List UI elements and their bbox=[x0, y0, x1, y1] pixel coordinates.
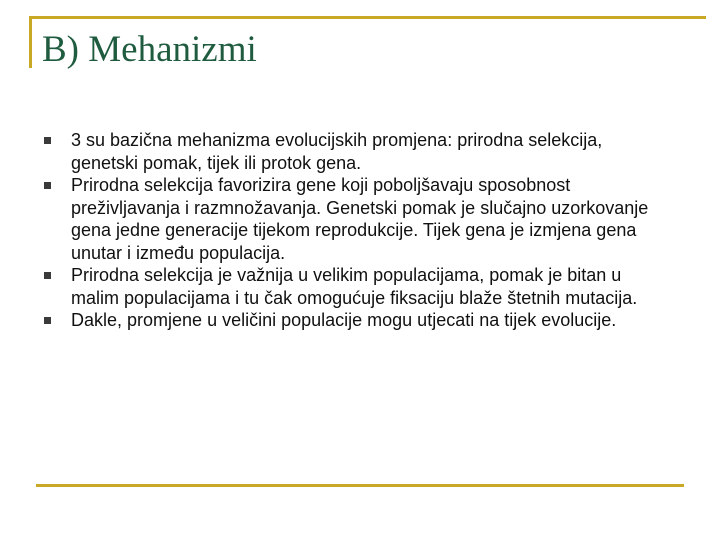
bullet-text: Prirodna selekcija favorizira gene koji poboljšavaju sposobnost preživljavanja i razmnožavanja. Genetski pomak je slučajno uzorkovanje gena jedne generacije tijekom reprodukcije. Tijek gena je izmjena gena unutar i između populacija. bbox=[71, 175, 649, 263]
bullet-item bbox=[42, 309, 662, 332]
bullet-item bbox=[42, 174, 662, 264]
bullet-item bbox=[42, 129, 662, 174]
bullet-text: 3 su bazična mehanizma evolucijskih promjena: prirodna selekcija, genetski pomak, tijek ili protok gena. bbox=[71, 130, 603, 173]
bullet-item bbox=[42, 264, 662, 309]
slide-title: B) Mehanizmi bbox=[42, 29, 257, 70]
left-frame-line bbox=[29, 16, 32, 68]
square-bullet-icon bbox=[44, 182, 51, 189]
bullet-text: Dakle, promjene u veličini populacije mogu utjecati na tijek evolucije. bbox=[71, 310, 617, 330]
square-bullet-icon bbox=[44, 317, 51, 324]
top-frame-line bbox=[29, 16, 706, 19]
bullet-text: Prirodna selekcija je važnija u velikim populacijama, pomak je bitan u malim populacijama i tu čak omogućuje fiksaciju blaže štetnih mutacija. bbox=[71, 265, 638, 308]
square-bullet-icon bbox=[44, 272, 51, 279]
bullet-list bbox=[42, 129, 662, 332]
square-bullet-icon bbox=[44, 137, 51, 144]
bottom-frame-line bbox=[36, 484, 684, 487]
